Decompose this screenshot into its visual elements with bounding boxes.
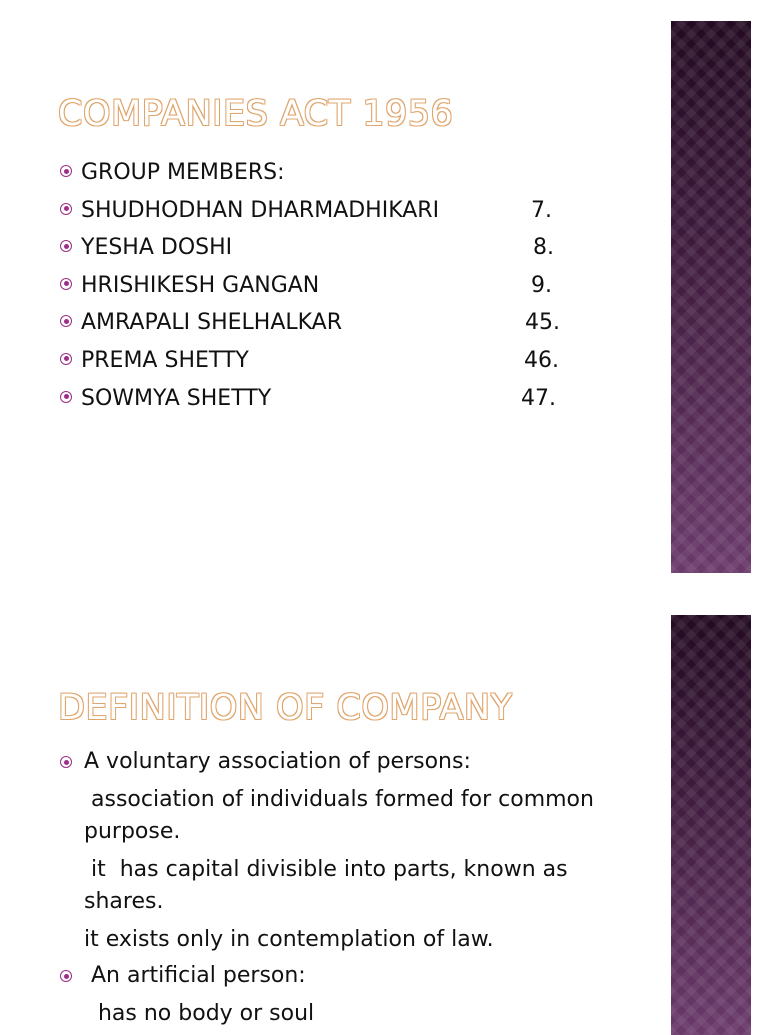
item-label: SHUDHODHAN DHARMADHIKARI: [81, 197, 440, 223]
item-label: GROUP MEMBERS:: [81, 160, 285, 185]
sub-item: association of individuals formed for common purpose.: [84, 787, 601, 844]
item-number: 47.: [521, 385, 556, 411]
item-number: 8.: [533, 235, 554, 261]
list-item: [60, 746, 630, 778]
item-number: 9.: [531, 272, 552, 298]
slide-2: [0, 594, 768, 1024]
member-list: [60, 154, 560, 417]
list-item: [60, 229, 560, 267]
bullet-icon: [60, 353, 72, 365]
item-label: An artificial person:: [84, 963, 306, 988]
list-item: [60, 304, 560, 342]
item-number: 46.: [524, 347, 559, 373]
list-item: [60, 342, 560, 380]
sub-item: has no body or soul: [84, 1001, 315, 1026]
sub-item: it exists only in contemplation of law.: [84, 927, 494, 952]
bullet-icon: [60, 970, 72, 982]
item-label: PREMA SHETTY: [81, 347, 249, 373]
list-item: [60, 154, 560, 192]
sub-item: it has capital divisible into parts, known as shares.: [84, 857, 575, 914]
bullet-icon: [60, 240, 72, 252]
bullet-icon: [60, 278, 72, 290]
item-label: YESHA DOSHI: [81, 235, 233, 261]
slide-title: COMPANIES ACT 1956: [58, 94, 454, 134]
item-number: 7.: [531, 197, 552, 223]
definition-content: [60, 746, 630, 1030]
bullet-icon: [60, 391, 72, 403]
item-label: A voluntary association of persons:: [84, 749, 471, 774]
list-item: [60, 267, 560, 305]
bullet-icon: [60, 315, 72, 327]
item-label: SOWMYA SHETTY: [81, 385, 272, 411]
bullet-icon: [60, 165, 72, 177]
slide-title: DEFINITION OF COMPANY: [58, 688, 513, 728]
decorative-side-bar: [671, 21, 751, 573]
list-item: [60, 192, 560, 230]
bullet-icon: [60, 203, 72, 215]
item-number: 45.: [525, 310, 560, 336]
decorative-side-bar: [671, 615, 751, 1035]
list-item: [60, 380, 560, 418]
item-label: HRISHIKESH GANGAN: [81, 272, 320, 298]
item-label: AMRAPALI SHELHALKAR: [81, 310, 343, 336]
bullet-icon: [60, 756, 72, 768]
list-item: [60, 960, 630, 992]
